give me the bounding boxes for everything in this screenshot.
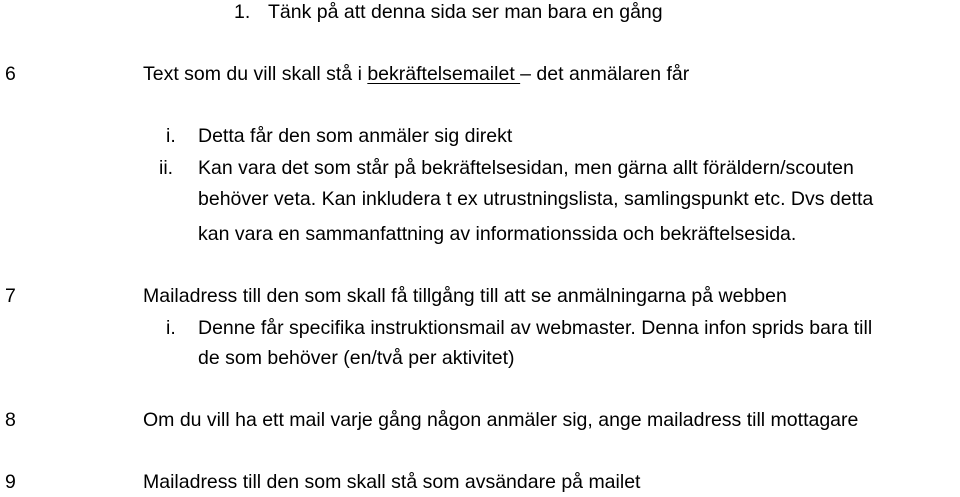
row-number: 8: [5, 409, 16, 431]
sub-text-line: de som behöver (en/två per aktivitet): [198, 347, 515, 369]
row-text: Om du vill ha ett mail varje gång någon anmäler sig, ange mailadress till mottagare: [143, 409, 859, 431]
sub-marker: i.: [166, 317, 176, 339]
sub-text-line: Kan vara det som står på bekräftelsesidan, men gärna allt föräldern/scouten: [198, 157, 854, 179]
top-item-number: 1.: [234, 1, 251, 23]
sub-text-line: Denne får specifika instruktionsmail av webmaster. Denna infon sprids bara till: [198, 317, 873, 339]
sub-text: Detta får den som anmäler sig direkt: [198, 125, 513, 147]
row-text-before: Text som du vill skall stå i: [143, 63, 368, 85]
row-number: 9: [5, 471, 16, 493]
sub-marker: ii.: [159, 157, 174, 179]
row-text: Mailadress till den som skall stå som avsändare på mailet: [143, 471, 641, 493]
sub-text-line: behöver veta. Kan inkludera t ex utrustningslista, samlingspunkt etc. Dvs detta: [198, 188, 874, 210]
row-text: Mailadress till den som skall få tillgång till att se anmälningarna på webben: [143, 285, 787, 307]
bekraftelsemailet-link-text: bekräftelsemailet: [367, 63, 521, 85]
top-item-text: Tänk på att denna sida ser man bara en gång: [268, 1, 663, 23]
row-text-after: – det anmälaren får: [520, 63, 690, 85]
row-number: 6: [5, 63, 16, 85]
row-text: [143, 62, 689, 86]
row-number: 7: [5, 285, 16, 307]
sub-text-line: kan vara en sammanfattning av informationssida och bekräftelsesida.: [198, 223, 797, 245]
sub-marker: i.: [166, 125, 176, 147]
